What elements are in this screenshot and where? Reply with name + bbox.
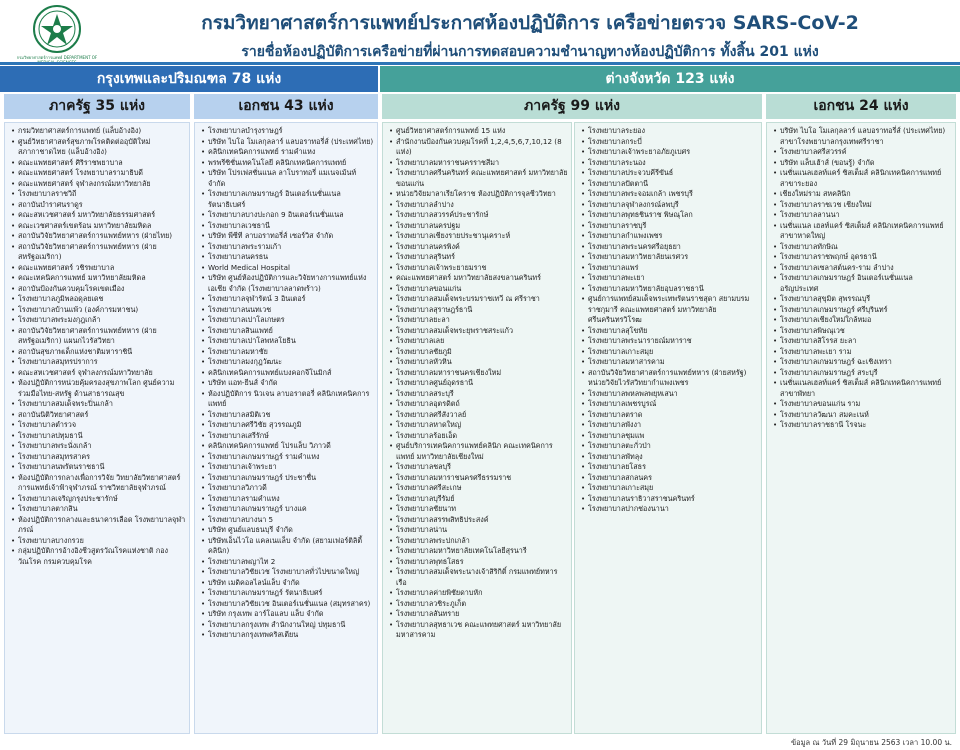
lab-list-item: • โรงพยาบาลเกษมราษฎร์ สระบุรี	[773, 368, 952, 379]
lab-list-item: • บริษัท ศูนย์แลบธนบุรี จำกัด	[201, 525, 374, 536]
lab-list-item: • โรงพยาบาลอุตรดิตถ์	[389, 399, 568, 410]
lab-list-item: • โรงพยาบาลขอนแก่น	[389, 284, 568, 295]
header-divider	[0, 62, 960, 65]
lab-list-item: • โรงพยาบาลหาดใหญ่	[389, 420, 568, 431]
lab-list-item: • โรงพยาบาลมหาชัย	[201, 347, 374, 358]
lab-list-item: • โรงพยาบาลเสรีรักษ์	[201, 431, 374, 442]
lab-list-item: • โรงพยาบาลบุรีรัมย์	[389, 494, 568, 505]
lab-list-item: • ห้องปฏิบัติการกลางเพื่อการวิจัย วิทยาลัยวิทยาศาสตร์การแพทย์เจ้าฟ้าจุฬาภรณ์ ราชวิทยาลัยจุฬาภรณ์	[11, 473, 186, 494]
lab-list-item: • โรงพยาบาลระนอง	[581, 158, 758, 169]
lab-list-item: • โรงพยาบาลมหาวิทยาลัยนเรศวร	[581, 252, 758, 263]
lab-list-item: • สถาบันวิจัยวิทยาศาสตร์การแพทย์ทหาร (ฝ่ายไทย)	[11, 231, 186, 242]
lab-list-item: • โรงพยาบาลนนทเวช	[201, 305, 374, 316]
lab-list-item: • โรงพยาบาลพระมงกุฎเกล้า	[11, 315, 186, 326]
lab-list-item: • บริษัท ศูนย์ห้องปฏิบัติการและวิจัยทางการแพทย์แห่งเอเชีย จำกัด (โรงพยาบาลลาดพร้าว)	[201, 273, 374, 294]
lab-list-item: • กลุ่มปฏิบัติการอ้างอิงชีวสูตรวัณโรคแห่งชาติ กองวัณโรค กรมควบคุมโรค	[11, 546, 186, 567]
lab-list-item: • โรงพยาบาลศรีวิชัย สุวรรณภูมิ	[201, 420, 374, 431]
lab-list-item: • โรงพยาบาลแพร่	[581, 263, 758, 274]
lab-list-item: • โรงพยาบาลเลย	[389, 336, 568, 347]
lab-list-item: • ศูนย์วิทยาศาสตร์การแพทย์ 15 แห่ง	[389, 126, 568, 137]
lab-list-item: • โรงพยาบาลตราด	[581, 410, 758, 421]
lab-list-item: • โรงพยาบาลบำรุงราษฎร์	[201, 126, 374, 137]
lab-list-item: • ห้องปฏิบัติการกลางและธนาคารเลือด โรงพยาบาลจุฬาภรณ์	[11, 515, 186, 536]
lab-list-item: • คณะสหเวชศาสตร์ จุฬาลงกรณ์มหาวิทยาลัย	[11, 368, 186, 379]
lab-list-item: • โรงพยาบาลพะเยา ราม	[773, 347, 952, 358]
lab-list-item: • โรงพยาบาลภูมิพลอดุลยเดช	[11, 294, 186, 305]
lab-list-item: • สถาบันสุขภาพเด็กแห่งชาติมหาราชินี	[11, 347, 186, 358]
lab-list-item: • โรงพยาบาลสุรินทร์	[389, 252, 568, 263]
lab-list-item: • โรงพยาบาลเกษมราษฎร์ รามคำแหง	[201, 452, 374, 463]
sector-bangkok-private: เอกชน 43 แห่ง	[194, 94, 378, 119]
lab-list-item: • โรงพยาบาลชุมแพ	[581, 431, 758, 442]
lab-list-item: • โรงพยาบาลวัฒนา สมคะเนห์	[773, 410, 952, 421]
lab-list-item: • โรงพยาบาลศรีสะเกษ	[389, 483, 568, 494]
lab-list-item: • คณะแพทยศาสตร์ มหาวิทยาลัยสงขลานครินทร์	[389, 273, 568, 284]
lab-list-item: • คณะเทคนิคการแพทย์ มหาวิทยาลัยมหิดล	[11, 273, 186, 284]
lab-list-item: • โรงพยาบาลราชธานี โรจนะ	[773, 420, 952, 431]
lab-list-item: • โรงพยาบาลราชบุรี	[581, 221, 758, 232]
lab-list-item: • โรงพยาบาลสระบุรี	[389, 389, 568, 400]
lab-list-item: • โรงพยาบาลสมุทรสาคร	[11, 452, 186, 463]
lab-list-item: • โรงพยาบาลมหาวิทยาลัยอุบลราชธานี	[581, 284, 758, 295]
lab-list-item: • โรงพยาบาลวิภาวดี	[201, 483, 374, 494]
lab-list-item: • โรงพยาบาลสิโรรส ยะลา	[773, 336, 952, 347]
lab-list-item: • โรงพยาบาลสุขุมิต สุพรรณบุรี	[773, 294, 952, 305]
lab-list-item: • โรงพยาบาลบางปะกอก 9 อินเตอร์เนชั่นแนล	[201, 210, 374, 221]
column-bangkok-public	[4, 122, 190, 734]
lab-list-item: • โรงพยาบาลสมิติเวช	[201, 410, 374, 421]
lab-list-item: • โรงพยาบาลกรุงเทพ สำนักงานใหญ่ ปทุมธานี	[201, 620, 374, 631]
lab-list-item: • โรงพยาบาลมงกุฎวัฒนะ	[201, 357, 374, 368]
lab-list-item: • โรงพยาบาลมหาราชนครราชสีมา	[389, 158, 568, 169]
lab-list-item: • โรงพยาบาลสมเด็จพระนางเจ้าสิริกิติ์ กรมแพทย์ทหารเรือ	[389, 567, 568, 588]
lab-list-item: • โรงพยาบาลวชิระภูเก็ต	[389, 599, 568, 610]
page-subtitle: รายชื่อห้องปฏิบัติการเครือข่ายที่ผ่านการทดสอบความชำนาญทางห้องปฏิบัติการ ทั้งสิ้น 201 แห่ง	[241, 44, 819, 60]
lab-list-item: • บริษัทเอ็นไวโอ แคลเนแล็บ จำกัด (สยามเฟอร์ติลิตี้ คลินิก)	[201, 536, 374, 557]
lab-list-item: • โรงพยาบาลนครพิงค์	[389, 242, 568, 253]
lab-list-item: • โรงพยาบาลเจ้าพระยาอภัยภูเบศร	[581, 147, 758, 158]
lab-list-item: • โรงพยาบาลปทุมธานี	[11, 431, 186, 442]
department-seal-icon	[26, 4, 88, 56]
lab-list-item: • โรงพยาบาลจุฬาลงกรณ์ลพบุรี	[581, 200, 758, 211]
lab-list-item: • โรงพยาบาลเพชรบูรณ์	[581, 399, 758, 410]
lab-list-item: • พรพรีซิชั่นเทคโนโลยี คลินิกเทคนิคการแพทย์	[201, 158, 374, 169]
lab-list-item: • โรงพยาบาลเจริญกรุงประชารักษ์	[11, 494, 186, 505]
lab-list-item: • ศูนย์การแพทย์สมเด็จพระเทพรัตนราชสุดา สยามบรมราชกุมารี คณะแพทยศาสตร์ มหาวิทยาลัยศรีนครินทรวิโรฒ	[581, 294, 758, 326]
lab-list-item: • เชียงใหม่ราม สหคลินิก	[773, 189, 952, 200]
lab-list-item: • สถาบันบำราศนราดูร	[11, 200, 186, 211]
lab-list-item: • ศูนย์บริการเทคนิคการแพทย์คลินิก คณะเทคนิคการแพทย์ มหาวิทยาลัยเชียงใหม่	[389, 441, 568, 462]
lab-list-item: • โรงพยาบาลเจ้าพระยายมราช	[389, 263, 568, 274]
lab-list-item: • โรงพยาบาลค่ายพิชัยดาบหัก	[389, 588, 568, 599]
lab-list-item: • คลินิกเทคนิคการแพทย์แบงคอกจีโนมิกส์	[201, 368, 374, 379]
lab-list-item: • โรงพยาบาลเชียงใหม่ใกล้หมอ	[773, 315, 952, 326]
lab-list-item: • โรงพยาบาลเกาะสมุย	[581, 483, 758, 494]
lab-list-item: • โรงพยาบาลวิชัยเวช โรงพยาบาลทั่วไปขนาดใหญ่	[201, 567, 374, 578]
lab-list-item: • โรงพยาบาลสันทราย	[389, 609, 568, 620]
lab-list-item: • โรงพยาบาลสุโขทัย	[581, 326, 758, 337]
lab-list-item: • สถาบันป้องกันควบคุมโรคเขตเมือง	[11, 284, 186, 295]
lab-list-item: • โรงพยาบาลพะเยา	[581, 273, 758, 284]
sector-bangkok-public: ภาครัฐ 35 แห่ง	[4, 94, 190, 119]
lab-list-item: • โรงพยาบาลมหาวิทยาลัยเทคโนโลยีสุรนารี	[389, 546, 568, 557]
lab-list-item: • โรงพยาบาลเจ้าพระยา	[201, 462, 374, 473]
lab-list-item: • สถาบันวิจัยวิทยาศาสตร์การแพทย์ทหาร (ฝ่ายสหรัฐ) หน่วยวิจัยไวรัสวิทยากำแพงเพชร	[581, 368, 758, 389]
lab-list-item: • สำนักงานป้องกันควบคุมโรคที่ 1,2,4,5,6,7,10,12 (8 แห่ง)	[389, 137, 568, 158]
lab-list	[201, 126, 374, 641]
lab-list-item: • World Medical Hospital	[201, 263, 374, 274]
lab-list-item: • โรงพยาบาลราชพฤกษ์ อุดรธานี	[773, 252, 952, 263]
lab-list-item: • คณะแพทยศาสตร์ วชิรพยาบาล	[11, 263, 186, 274]
lab-list-item: • โรงพยาบาลทักษิณ	[773, 242, 952, 253]
lab-list	[389, 126, 568, 641]
column-bangkok-private	[194, 122, 378, 734]
lab-list-item: • คณะเวชศาสตร์เขตร้อน มหาวิทยาลัยมหิดล	[11, 221, 186, 232]
lab-list	[773, 126, 952, 431]
lab-list-item: • โรงพยาบาลสรรพสิทธิประสงค์	[389, 515, 568, 526]
lab-list-item: • บริษัท แอท-ยีนส์ จำกัด	[201, 378, 374, 389]
lab-list-item: • โรงพยาบาลพระรามเก้า	[201, 242, 374, 253]
lab-list-item: • บริษัท เมดิคอลไลน์แล็บ จำกัด	[201, 578, 374, 589]
lab-list-item: • โรงพยาบาลพุทธโสธร	[389, 557, 568, 568]
lab-list-item: • บริษัท พีซีที ลาบอราทอรี่ส์ เซอร์วิส จำกัด	[201, 231, 374, 242]
lab-list-item: • โรงพยาบาลพระจอมเกล้า เพชรบุรี	[581, 189, 758, 200]
lab-list-item: • โรงพยาบาลสินแพทย์	[201, 326, 374, 337]
lab-list-item: • โรงพยาบาลร้อยเอ็ด	[389, 431, 568, 442]
column-provinces-public-b	[574, 122, 762, 734]
lab-list-item: • โรงพยาบาลชลบุรี	[389, 462, 568, 473]
lab-list-item: • โรงพยาบาลสุราษฎร์ธานี	[389, 305, 568, 316]
lab-list-item: • โรงพยาบาลเกษมราษฎร์ อินเตอร์เนชั่นแนล รัตนาธิเบศร์	[201, 189, 374, 210]
lab-list-item: • หน่วยวิจัยมาลาเรียโคราช ห้องปฏิบัติการจุลชีววิทยา	[389, 189, 568, 200]
lab-list-item: • โรงพยาบาลสุทธาเวช คณะแพทยศาสตร์ มหาวิทยาลัยมหาสารคาม	[389, 620, 568, 641]
lab-list-item: • โรงพยาบาลพระนครศรีอยุธยา	[581, 242, 758, 253]
lab-list-item: • โรงพยาบาลตากสิน	[11, 504, 186, 515]
lab-list-item: • โรงพยาบาลพุทธชินราช พิษณุโลก	[581, 210, 758, 221]
lab-list-item: • โรงพยาบาลพัทลุง	[581, 452, 758, 463]
lab-list-item: • ศูนย์วิทยาศาสตร์สุขภาพโรคติดต่ออุบัติใหม่ สภากาชาดไทย (แล็บอ้างอิง)	[11, 137, 186, 158]
lab-list-item: • โรงพยาบาลพญาไท 2	[201, 557, 374, 568]
lab-list-item: • โรงพยาบาลพระปกเกล้า	[389, 536, 568, 547]
sector-provinces-private: เอกชน 24 แห่ง	[766, 94, 956, 119]
lab-list-item: • โรงพยาบาลหัวหิน	[389, 357, 568, 368]
lab-list-item: • โรงพยาบาลพระนั่งเกล้า	[11, 441, 186, 452]
lab-list-item: • โรงพยาบาลชัยนาท	[389, 504, 568, 515]
lab-list-item: • สถาบันวิจัยวิทยาศาสตร์การแพทย์ทหาร (ฝ่ายสหรัฐอเมริกา) แผนกไวรัสวิทยา	[11, 326, 186, 347]
column-provinces-public-a	[382, 122, 572, 734]
region-bangkok-header: กรุงเทพและปริมณฑล 78 แห่ง	[0, 66, 378, 92]
lab-list-item: • โรงพยาบาลพระนารายณ์มหาราช	[581, 336, 758, 347]
lab-list-item: • โรงพยาบาลประจวบคีรีขันธ์	[581, 168, 758, 179]
lab-list	[11, 126, 186, 567]
lab-list-item: • โรงพยาบาลนครธน	[201, 252, 374, 263]
lab-list-item: • คลินิกเทคนิคการแพทย์ โปรแล็บ วิภาวดี	[201, 441, 374, 452]
lab-list-item: • โรงพยาบาลเกาะสมุย	[581, 347, 758, 358]
lab-list-item: • โรงพยาบาลมหาราชนครศรีธรรมราช	[389, 473, 568, 484]
lab-list-item: • โรงพยาบาลนครปฐม	[389, 221, 568, 232]
lab-list-item: • โรงพยาบาลขอนแก่น ราม	[773, 399, 952, 410]
lab-list-item: • คลินิกเทคนิคการแพทย์ รามคำแหง	[201, 147, 374, 158]
lab-list-item: • สถาบันวิจัยวิทยาศาสตร์การแพทย์ทหาร (ฝ่ายสหรัฐอเมริกา)	[11, 242, 186, 263]
lab-list-item: • โรงพยาบาลเซลาสต์นคร-ราม ลำปาง	[773, 263, 952, 274]
lab-list-item: • โรงพยาบาลบางนา 5	[201, 515, 374, 526]
lab-list-item: • ห้องปฏิบัติการหน่วยคุ้มครองสุขภาพโลก ศูนย์ความร่วมมือไทย-สหรัฐ ด้านสาธารณสุข	[11, 378, 186, 399]
lab-list-item: • โรงพยาบาลบางกรวย	[11, 536, 186, 547]
page-title: กรมวิทยาศาสตร์การแพทย์ประกาศห้องปฏิบัติการ เครือข่ายตรวจ SARS-CoV-2	[201, 12, 859, 34]
lab-list-item: • โรงพยาบาลสมเด็จพระยุพราชสระแก้ว	[389, 326, 568, 337]
lab-list-item: • เนชั่นแนล เฮลท์แคร์ ซิสเต็มส์ คลินิกเทคนิคการแพทย์ สาขาหาดใหญ่	[773, 221, 952, 242]
lab-list-item: • โรงพยาบาลกรุงเทพคริสเตียน	[201, 630, 374, 641]
lab-list-item: • โรงพยาบาลกระบี่	[581, 137, 758, 148]
lab-list-item: • คณะแพทยศาสตร์ จุฬาลงกรณ์มหาวิทยาลัย	[11, 179, 186, 190]
lab-list-item: • โรงพยาบาลพังงา	[581, 420, 758, 431]
lab-list-item: • โรงพยาบาลลำปาง	[389, 200, 568, 211]
lab-list-item: • โรงพยาบาลปากช่องนานา	[581, 504, 758, 515]
lab-list-item: • โรงพยาบาลเกษมราษฎร์ รัตนาธิเบศร์	[201, 588, 374, 599]
lab-list-item: • โรงพยาบาลเปาโลพหลโยธิน	[201, 336, 374, 347]
lab-list-item: • โรงพยาบาลเกษมราษฎร์ ศรีบุรินทร์	[773, 305, 952, 316]
lab-list-item: • เนชั่นแนลเฮลท์แคร์ ซิสเต็มส์ คลินิกเทคนิคการแพทย์ สาขาระยอง	[773, 168, 952, 189]
lab-list-item: • โรงพยาบาลเปาโลเกษตร	[201, 315, 374, 326]
lab-list-item: • โรงพยาบาลเชียงรายประชานุเคราะห์	[389, 231, 568, 242]
lab-list-item: • คณะแพทยศาสตร์ ศิริราชพยาบาล	[11, 158, 186, 169]
lab-list-item: • คณะแพทยศาสตร์ โรงพยาบาลรามาธิบดี	[11, 168, 186, 179]
lab-list-item: • โรงพยาบาลเกษมราษฎร์ บางแค	[201, 504, 374, 515]
lab-list-item: • โรงพยาบาลระยอง	[581, 126, 758, 137]
lab-list-item: • โรงพยาบาลสมเด็จพระปิ่นเกล้า	[11, 399, 186, 410]
lab-list-item: • บริษัท แล็บเฮ้าส์ (ขอนรู้) จำกัด	[773, 158, 952, 169]
lab-list-item: • โรงพยาบาลยะลา	[389, 315, 568, 326]
region-provinces-header: ต่างจังหวัด 123 แห่ง	[380, 66, 960, 92]
column-provinces-private	[766, 122, 956, 734]
lab-list-item: • โรงพยาบาลชัยภูมิ	[389, 347, 568, 358]
lab-list-item: • สถาบันนิติวิทยาศาสตร์	[11, 410, 186, 421]
data-timestamp: ข้อมูล ณ วันที่ 29 มิถุนายน 2563 เวลา 10.00 น.	[790, 738, 952, 747]
lab-list-item: • โรงพยาบาลพิษณุเวช	[773, 326, 952, 337]
lab-list-item: • โรงพยาบาลกำแพงเพชร	[581, 231, 758, 242]
lab-list-item: • โรงพยาบาลเกษมราษฎร์ อินเตอร์เนชั่นแนล อรัญประเทศ	[773, 273, 952, 294]
lab-list-item: • โรงพยาบาลราชเวช เชียงใหม่	[773, 200, 952, 211]
lab-list-item: • บริษัท โปรเฟสชั่นแนล ลาโบราทอรี่ แมเนจเม้นท์ จำกัด	[201, 168, 374, 189]
lab-list-item: • โรงพยาบาลศูนย์อุดรธานี	[389, 378, 568, 389]
lab-list-item: • ห้องปฏิบัติการ นิวเจน ลาบอราตอรี่ คลินิกเทคนิคการแพทย์	[201, 389, 374, 410]
lab-list-item: • โรงพยาบาลมหาสารคาม	[581, 357, 758, 368]
logo-caption: กรมวิทยาศาสตร์การแพทย์ DEPARTMENT OF	[16, 55, 98, 60]
lab-list-item: • โรงพยาบาลรามคำแหง	[201, 494, 374, 505]
lab-list-item: • กรมวิทยาศาสตร์การแพทย์ (แล็บอ้างอิง)	[11, 126, 186, 137]
lab-list-item: • โรงพยาบาลปัตตานี	[581, 179, 758, 190]
lab-list-item: • โรงพยาบาลตำรวจ	[11, 420, 186, 431]
lab-list-item: • โรงพยาบาลตะกั่วป่า	[581, 441, 758, 452]
sector-provinces-public: ภาครัฐ 99 แห่ง	[382, 94, 762, 119]
lab-list-item: • โรงพยาบาลสมุทรปราการ	[11, 357, 186, 368]
lab-list-item: • โรงพยาบาลศรีสวรรค์	[773, 147, 952, 158]
lab-list-item: • เนชั่นแนลเฮลท์แคร์ ซิสเต็มส์ คลินิกเทคนิคการแพทย์ สาขาพัทยา	[773, 378, 952, 399]
lab-list-item: • โรงพยาบาลสกลนคร	[581, 473, 758, 484]
lab-list-item: • โรงพยาบาลเกษมราษฎร์ ฉะเชิงเทรา	[773, 357, 952, 368]
lab-list-item: • โรงพยาบาลลานนา	[773, 210, 952, 221]
lab-list-item: • โรงพยาบาลจุฬารัตน์ 3 อินเตอร์	[201, 294, 374, 305]
lab-list-item: • โรงพยาบาลวิชัยเวช อินเตอร์เนชั่นแนล (สมุทรสาคร)	[201, 599, 374, 610]
lab-list-item: • โรงพยาบาลราชวิถี	[11, 189, 186, 200]
lab-list-item: • โรงพยาบาลบ้านแพ้ว (องค์การมหาชน)	[11, 305, 186, 316]
lab-list-item: • โรงพยาบาลน่าน	[389, 525, 568, 536]
lab-list-item: • โรงพยาบาลเวชธานี	[201, 221, 374, 232]
lab-list-item: • โรงพยาบาลศรีนครินทร์ คณะแพทยศาสตร์ มหาวิทยาลัยขอนแก่น	[389, 168, 568, 189]
lab-list-item: • โรงพยาบาลสมเด็จพระบรมราชเทวี ณ ศรีราชา	[389, 294, 568, 305]
lab-list-item: • คณะสหเวชศาสตร์ มหาวิทยาลัยธรรมศาสตร์	[11, 210, 186, 221]
lab-list-item: • บริษัท กรุงเทพ อาร์โอแลบ แล็บ จำกัด	[201, 609, 374, 620]
page-header	[0, 0, 960, 66]
lab-list-item: • โรงพยาบาลเกษมราษฎร์ ประชาชื่น	[201, 473, 374, 484]
lab-list-item: • โรงพยาบาลศรีสังวาลย์	[389, 410, 568, 421]
lab-list-item: • บริษัท ไบโอ โมเลกุลลาร์ แลบอราทอรี่ส์ (ประเทศไทย) สาขาโรงพยาบาลกรุงเทพศรีราชา	[773, 126, 952, 147]
lab-list-item: • โรงพยาบาลสวรรค์ประชารักษ์	[389, 210, 568, 221]
lab-list-item: • โรงพยาบาลนราธิวาสราชนครินทร์	[581, 494, 758, 505]
lab-list-item: • โรงพยาบาลพหลพลพยุหเสนา	[581, 389, 758, 400]
lab-list	[581, 126, 758, 515]
lab-list-item: • บริษัท ไบโอ โมเลกุลลาร์ แลบอราทอรี่ส์ (ประเทศไทย)	[201, 137, 374, 148]
lab-list-item: • โรงพยาบาลมหาราชนครเชียงใหม่	[389, 368, 568, 379]
lab-list-item: • โรงพยาบาลยโสธร	[581, 462, 758, 473]
lab-list-item: • โรงพยาบาลนพรัตนราชธานี	[11, 462, 186, 473]
